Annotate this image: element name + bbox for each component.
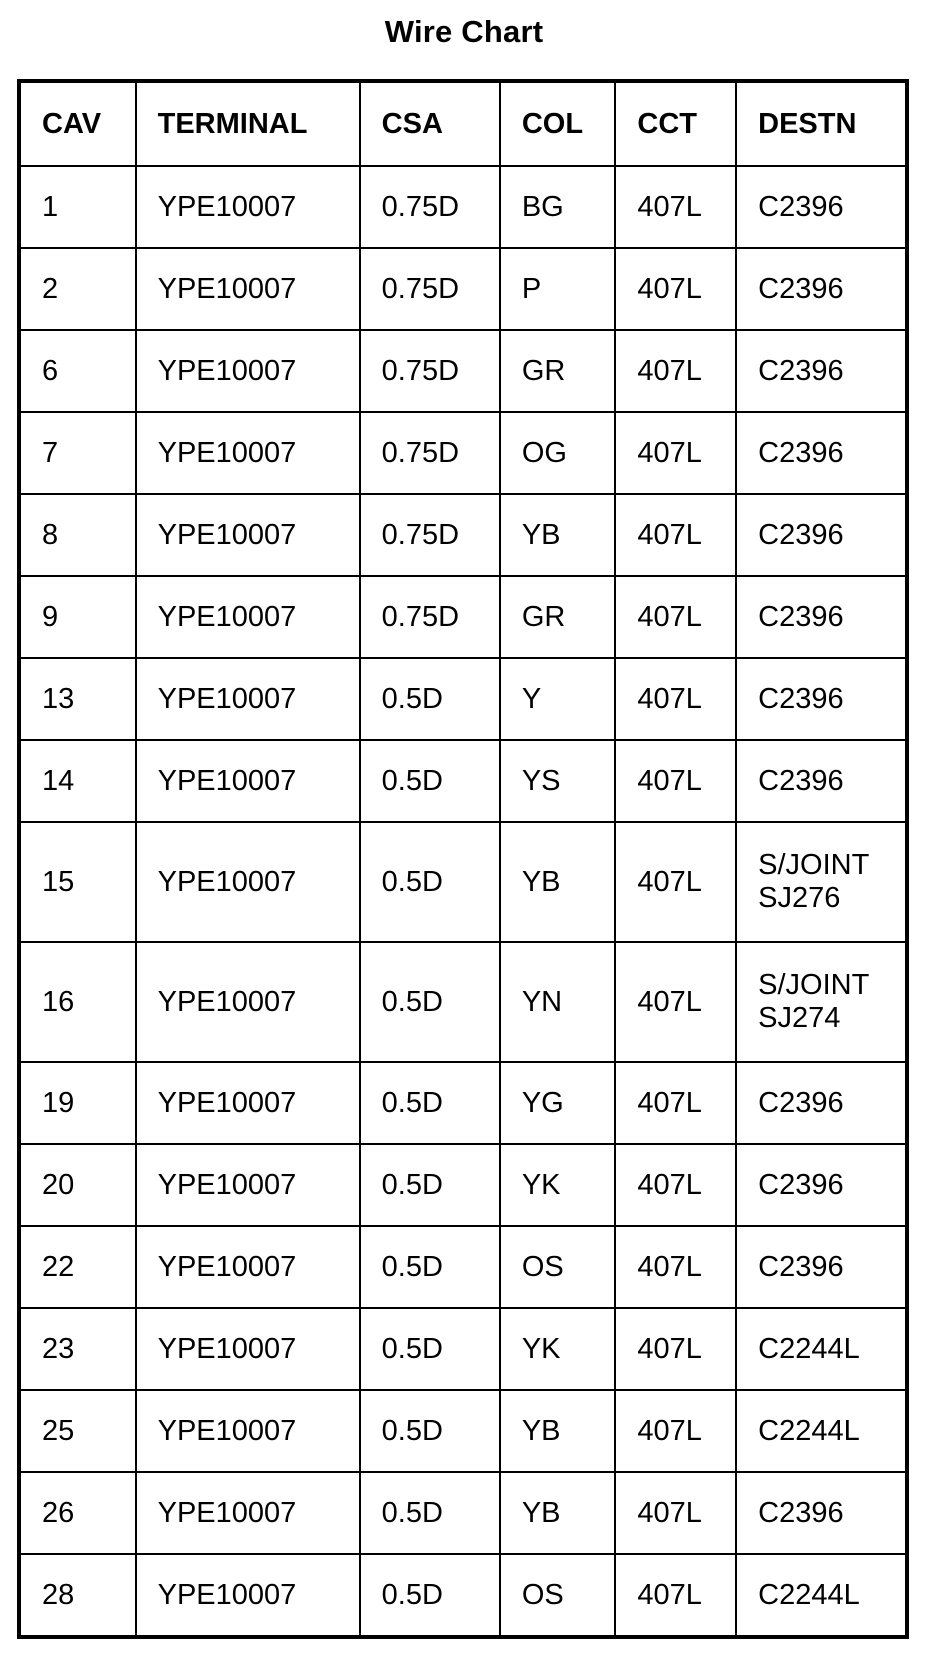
cell-destn <box>736 248 907 330</box>
destn-line: C2396 <box>758 518 844 551</box>
cell-csa: 0.5D <box>360 1226 500 1308</box>
cell-terminal: YPE10007 <box>136 330 360 412</box>
cell-terminal: YPE10007 <box>136 1226 360 1308</box>
cell-csa: 0.5D <box>360 658 500 740</box>
cell-cav: 13 <box>19 658 136 740</box>
cell-terminal: YPE10007 <box>136 1144 360 1226</box>
destn-line: C2396 <box>758 1168 844 1201</box>
header-cav: CAV <box>19 81 136 166</box>
destn-line: SJ274 <box>758 1002 841 1034</box>
destn-line: C2396 <box>758 1250 844 1283</box>
page-title: Wire Chart <box>384 14 544 49</box>
cell-cav: 1 <box>19 166 136 248</box>
cell-terminal: YPE10007 <box>136 1472 360 1554</box>
cell-destn <box>736 1226 907 1308</box>
cell-terminal: YPE10007 <box>136 1062 360 1144</box>
table-row <box>19 1062 907 1144</box>
cell-col: YB <box>500 1472 616 1554</box>
destn-line: C2396 <box>758 190 844 223</box>
table-row <box>19 1390 907 1472</box>
header-col: COL <box>500 81 616 166</box>
cell-cav: 23 <box>19 1308 136 1390</box>
cell-cct: 407L <box>615 248 736 330</box>
cell-terminal: YPE10007 <box>136 166 360 248</box>
header-destn: DESTN <box>736 81 907 166</box>
table-row <box>19 942 907 1062</box>
cell-cct: 407L <box>615 822 736 942</box>
cell-terminal: YPE10007 <box>136 942 360 1062</box>
cell-destn <box>736 330 907 412</box>
cell-cav: 22 <box>19 1226 136 1308</box>
cell-csa: 0.5D <box>360 942 500 1062</box>
destn-line: C2244L <box>758 1578 860 1611</box>
cell-terminal: YPE10007 <box>136 1308 360 1390</box>
table-header-row <box>19 81 907 166</box>
table-row <box>19 494 907 576</box>
cell-col: YG <box>500 1062 616 1144</box>
cell-cct: 407L <box>615 1308 736 1390</box>
cell-csa: 0.5D <box>360 1062 500 1144</box>
cell-destn <box>736 166 907 248</box>
table-row <box>19 412 907 494</box>
cell-cct: 407L <box>615 330 736 412</box>
cell-destn <box>736 822 907 942</box>
cell-cct: 407L <box>615 494 736 576</box>
destn-line: C2396 <box>758 436 844 469</box>
cell-destn <box>736 740 907 822</box>
cell-terminal: YPE10007 <box>136 412 360 494</box>
table-row <box>19 166 907 248</box>
cell-destn <box>736 1062 907 1144</box>
cell-csa: 0.75D <box>360 494 500 576</box>
cell-destn <box>736 1554 907 1637</box>
cell-csa: 0.75D <box>360 412 500 494</box>
cell-terminal: YPE10007 <box>136 1554 360 1637</box>
cell-csa: 0.75D <box>360 248 500 330</box>
cell-destn <box>736 658 907 740</box>
table-row <box>19 658 907 740</box>
cell-csa: 0.5D <box>360 1472 500 1554</box>
destn-line: C2396 <box>758 1086 844 1119</box>
cell-csa: 0.75D <box>360 330 500 412</box>
cell-col: GR <box>500 576 616 658</box>
cell-csa: 0.5D <box>360 1554 500 1637</box>
cell-col: OS <box>500 1226 616 1308</box>
destn-line: C2244L <box>758 1332 860 1365</box>
destn-line: C2396 <box>758 764 844 797</box>
cell-cav: 15 <box>19 822 136 942</box>
cell-cct: 407L <box>615 1472 736 1554</box>
cell-col: P <box>500 248 616 330</box>
table-row <box>19 1144 907 1226</box>
header-csa: CSA <box>360 81 500 166</box>
cell-cct: 407L <box>615 412 736 494</box>
cell-cav: 6 <box>19 330 136 412</box>
cell-cct: 407L <box>615 1144 736 1226</box>
cell-cav: 14 <box>19 740 136 822</box>
cell-destn <box>736 942 907 1062</box>
cell-col: OG <box>500 412 616 494</box>
cell-cct: 407L <box>615 1062 736 1144</box>
destn-line: S/JOINT <box>758 969 870 1001</box>
cell-csa: 0.5D <box>360 1308 500 1390</box>
cell-terminal: YPE10007 <box>136 576 360 658</box>
table-row <box>19 330 907 412</box>
cell-csa: 0.75D <box>360 166 500 248</box>
cell-col: YB <box>500 1390 616 1472</box>
table-row <box>19 822 907 942</box>
cell-terminal: YPE10007 <box>136 248 360 330</box>
cell-cav: 8 <box>19 494 136 576</box>
table-row <box>19 1554 907 1637</box>
cell-cct: 407L <box>615 740 736 822</box>
cell-cct: 407L <box>615 942 736 1062</box>
header-terminal: TERMINAL <box>136 81 360 166</box>
destn-line: C2396 <box>758 272 844 305</box>
cell-cct: 407L <box>615 1390 736 1472</box>
cell-cct: 407L <box>615 1554 736 1637</box>
cell-col: Y <box>500 658 616 740</box>
cell-col: YK <box>500 1308 616 1390</box>
cell-destn <box>736 1308 907 1390</box>
cell-destn <box>736 412 907 494</box>
destn-line: C2244L <box>758 1414 860 1447</box>
table-row <box>19 576 907 658</box>
cell-cav: 7 <box>19 412 136 494</box>
cell-col: YS <box>500 740 616 822</box>
table-row <box>19 1226 907 1308</box>
cell-cav: 25 <box>19 1390 136 1472</box>
header-cct: CCT <box>615 81 736 166</box>
cell-csa: 0.75D <box>360 576 500 658</box>
cell-col: OS <box>500 1554 616 1637</box>
cell-cav: 26 <box>19 1472 136 1554</box>
cell-csa: 0.5D <box>360 1144 500 1226</box>
cell-cct: 407L <box>615 166 736 248</box>
cell-csa: 0.5D <box>360 740 500 822</box>
cell-csa: 0.5D <box>360 1390 500 1472</box>
destn-line: SJ276 <box>758 882 841 914</box>
cell-terminal: YPE10007 <box>136 822 360 942</box>
cell-col: YB <box>500 494 616 576</box>
cell-col: YK <box>500 1144 616 1226</box>
cell-cav: 16 <box>19 942 136 1062</box>
cell-destn <box>736 1144 907 1226</box>
cell-cav: 19 <box>19 1062 136 1144</box>
cell-col: GR <box>500 330 616 412</box>
table-row <box>19 248 907 330</box>
cell-cct: 407L <box>615 658 736 740</box>
cell-cct: 407L <box>615 1226 736 1308</box>
destn-line: C2396 <box>758 682 844 715</box>
cell-col: YN <box>500 942 616 1062</box>
cell-terminal: YPE10007 <box>136 740 360 822</box>
cell-cav: 2 <box>19 248 136 330</box>
cell-col: BG <box>500 166 616 248</box>
cell-destn <box>736 576 907 658</box>
cell-destn <box>736 1390 907 1472</box>
destn-line: C2396 <box>758 600 844 633</box>
destn-line: S/JOINT <box>758 849 870 881</box>
cell-destn <box>736 494 907 576</box>
table-row <box>19 1472 907 1554</box>
cell-destn <box>736 1472 907 1554</box>
cell-csa: 0.5D <box>360 822 500 942</box>
table-body <box>19 166 907 1637</box>
destn-line: C2396 <box>758 1496 844 1529</box>
cell-terminal: YPE10007 <box>136 1390 360 1472</box>
cell-terminal: YPE10007 <box>136 494 360 576</box>
destn-line: C2396 <box>758 354 844 387</box>
cell-cav: 28 <box>19 1554 136 1637</box>
cell-cct: 407L <box>615 576 736 658</box>
table-row <box>19 1308 907 1390</box>
cell-terminal: YPE10007 <box>136 658 360 740</box>
wire-chart-table <box>17 79 909 1639</box>
cell-cav: 9 <box>19 576 136 658</box>
cell-col: YB <box>500 822 616 942</box>
cell-cav: 20 <box>19 1144 136 1226</box>
table-row <box>19 740 907 822</box>
